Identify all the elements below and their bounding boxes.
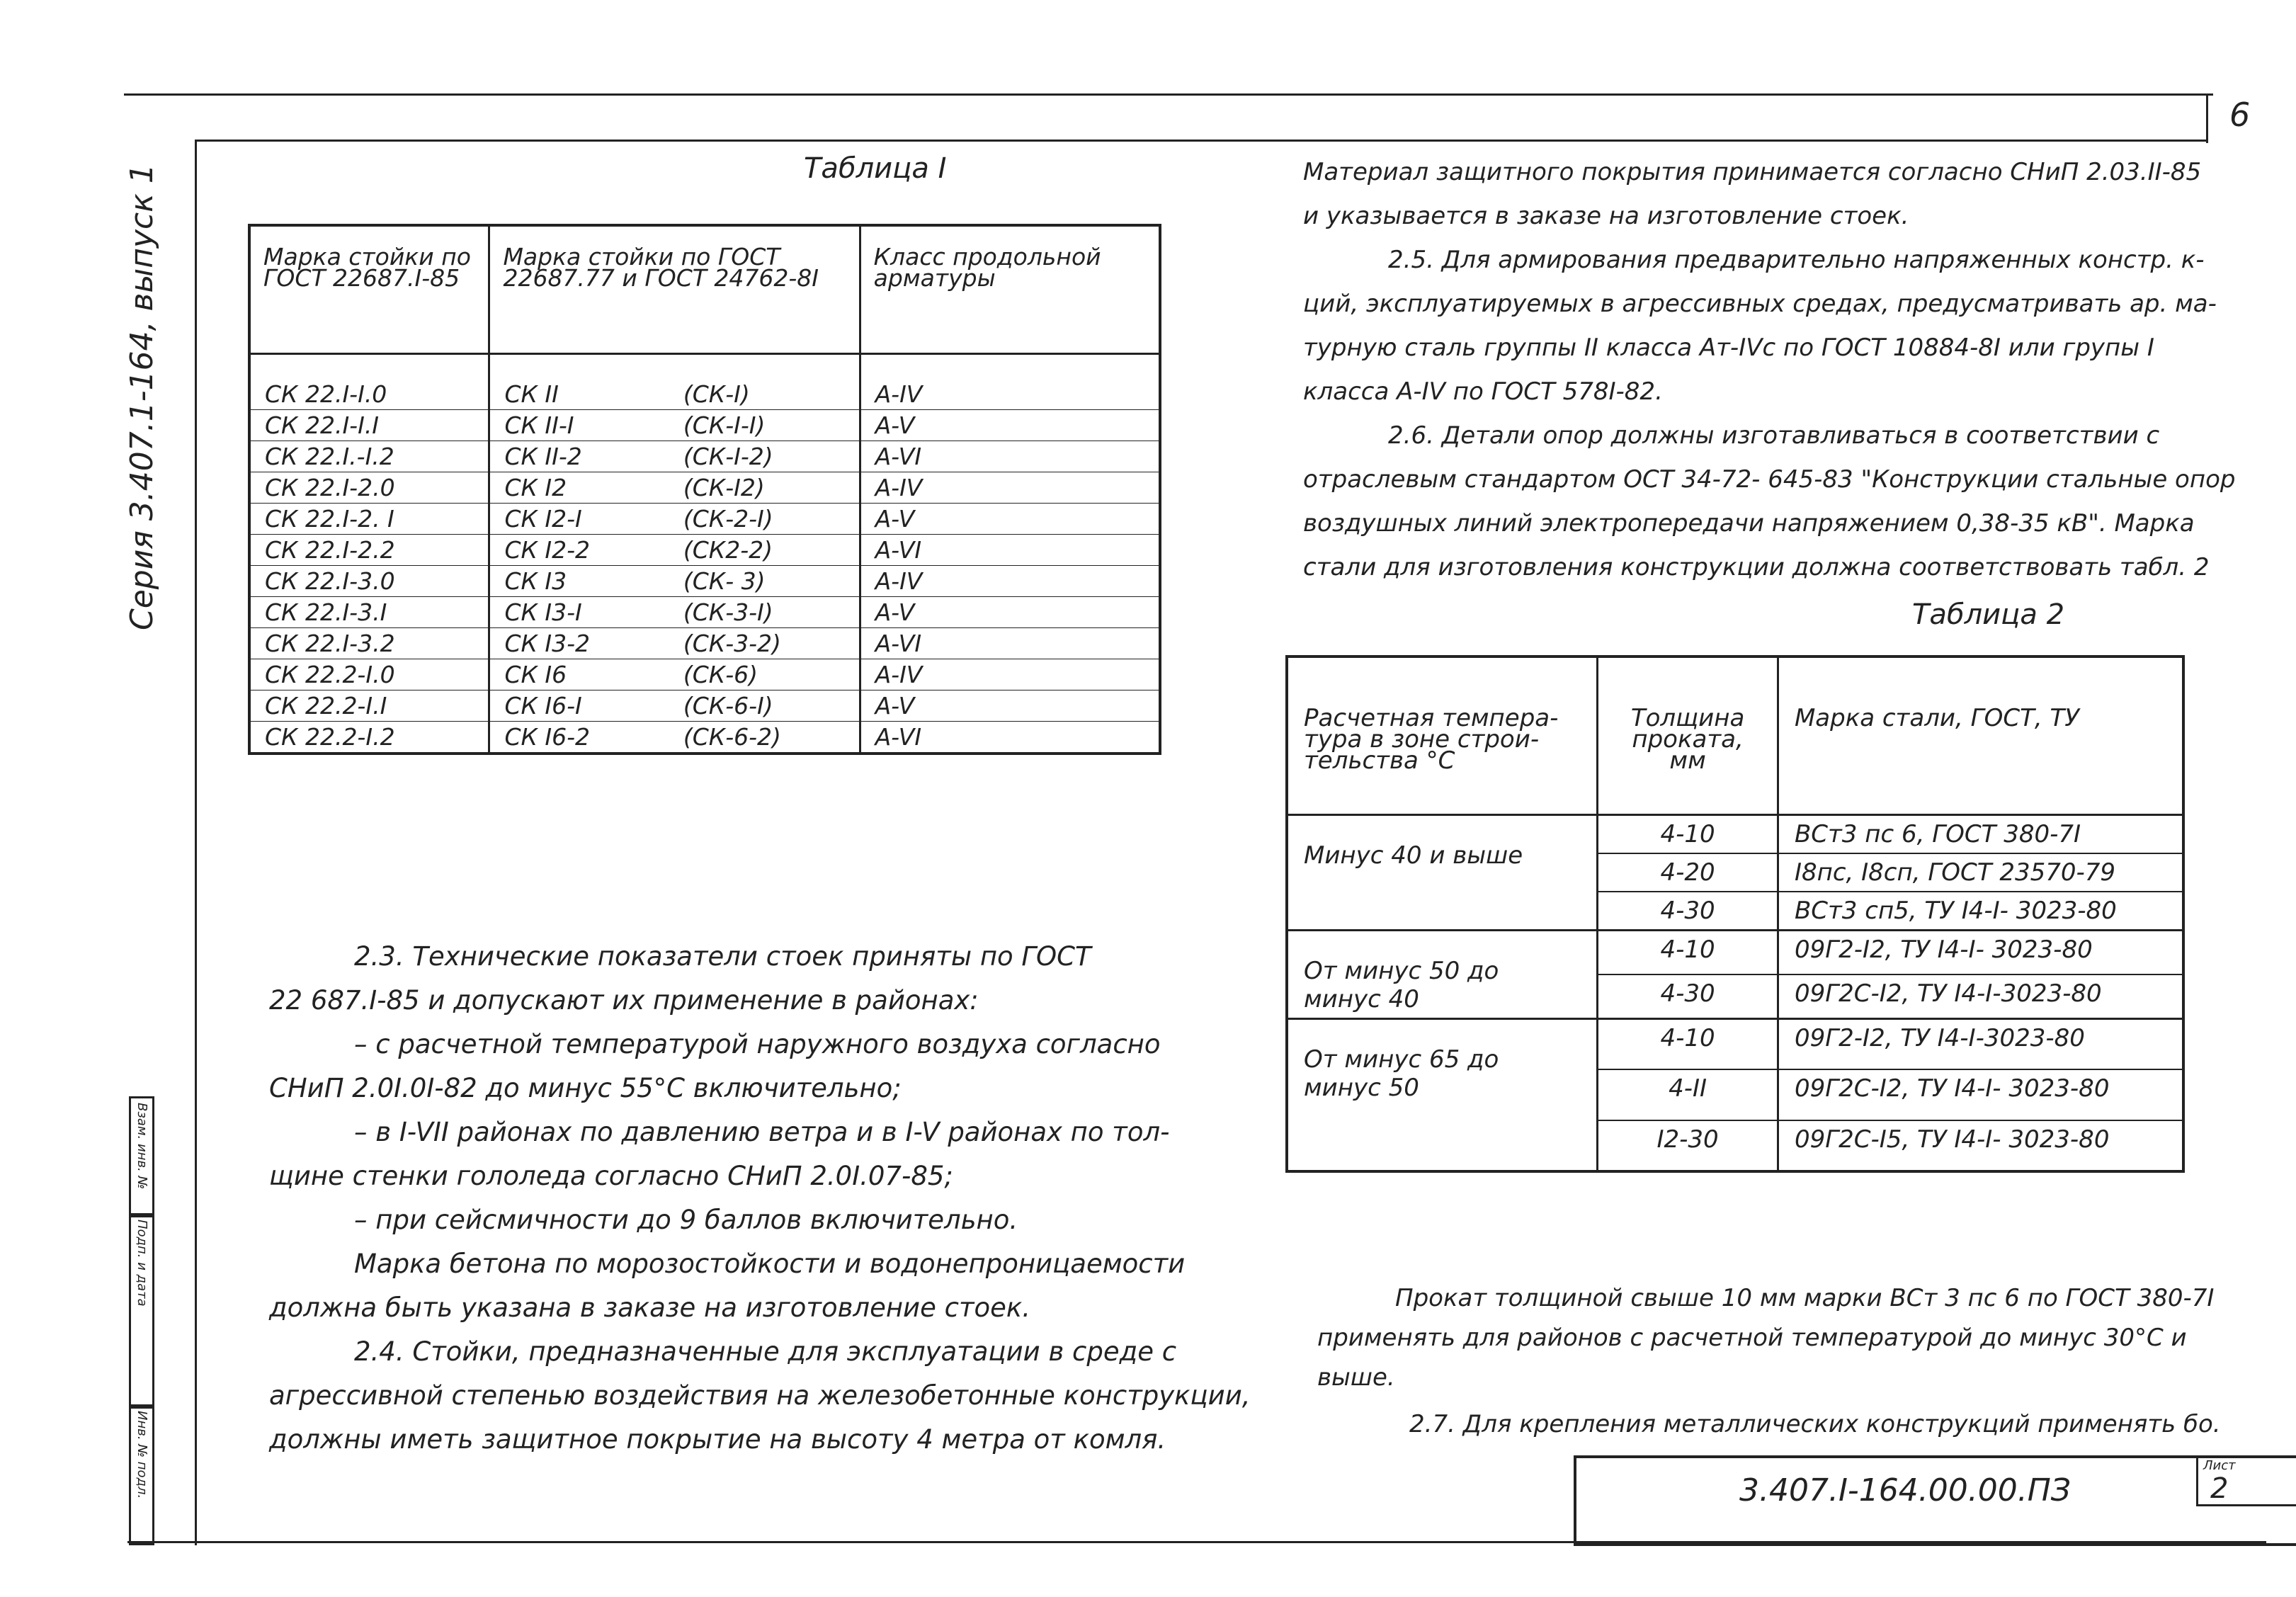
table2-cell-steel: 09Г2С-I5, ТУ I4-I- 3023-80 — [1778, 1120, 2183, 1172]
stamp-label-inv-orig: Инв. № подл. — [135, 1411, 149, 1499]
br-line: выше. — [1317, 1363, 1395, 1392]
table1-cell-alias: (СК-I-2) — [669, 441, 860, 472]
table2-cell-temp: Минус 40 и выше — [1287, 815, 1598, 931]
right-line: отраслевым стандартом ОСТ 34-72- 645-83 "Конструкции стальные опор — [1303, 465, 2236, 494]
br-line: применять для районов с расчетной температурой до минус 30°С и — [1317, 1324, 2187, 1352]
table2-row — [1287, 1019, 2183, 1070]
table1-cell-class: A-VI — [860, 722, 1160, 754]
table2-header-thickness: Толщина проката, мм — [1598, 657, 1778, 815]
table2-cell-steel: 09Г2С-I2, ТУ I4-I-3023-80 — [1778, 974, 2183, 1019]
table1-row — [249, 441, 1160, 472]
right-line: стали для изготовления конструкции должна соответствовать табл. 2 — [1303, 553, 2210, 581]
table1-cell-class: A-IV — [860, 566, 1160, 597]
table2-cell-thickness: I2-30 — [1598, 1120, 1778, 1172]
left-line: – при сейсмичности до 9 баллов включительно. — [354, 1205, 1018, 1235]
right-line: ций, эксплуатируемых в агрессивных средах, предусматривать ар. ма- — [1303, 290, 2217, 318]
table1-cell-class: A-IV — [860, 354, 1160, 410]
table1-cell-old-mark: СК I3 — [489, 566, 669, 597]
table1-cell-old-mark: СК I2-I — [489, 504, 669, 535]
document-code: 3.407.I-164.00.00.ПЗ — [1739, 1472, 2071, 1508]
table2-cell-steel: 09Г2-I2, ТУ I4-I- 3023-80 — [1778, 931, 2183, 975]
table1-cell-mark: СК 22.2-I.2 — [249, 722, 489, 754]
table2-cell-steel: 09Г2-I2, ТУ I4-I-3023-80 — [1778, 1019, 2183, 1070]
table1-cell-alias: (СК-2-I) — [669, 504, 860, 535]
table1-row — [249, 597, 1160, 628]
left-line: 2.3. Технические показатели стоек приняты по ГОСТ — [354, 941, 1091, 972]
sheet-label: Лист — [2203, 1458, 2236, 1473]
table1-cell-alias: (СК-3-2) — [669, 628, 860, 659]
table2-cell-thickness: 4-10 — [1598, 931, 1778, 975]
left-line: Марка бетона по морозостойкости и водонепроницаемости — [354, 1249, 1186, 1279]
table2-cell-steel: 09Г2С-I2, ТУ I4-I- 3023-80 — [1778, 1069, 2183, 1120]
series-label-text: Серия 3.407.1-164, выпуск 1 — [124, 164, 160, 630]
br-line: 2.7. Для крепления металлических конструкций применять бо. — [1409, 1410, 2221, 1438]
top-border — [124, 93, 2213, 96]
table2-header-temp: Расчетная темпера-тура в зоне строи-тельства °С — [1287, 657, 1598, 815]
table1-cell-mark: СК 22.I-I.0 — [249, 354, 489, 410]
table2-row — [1287, 815, 2183, 854]
stamp-box-replace-inv — [129, 1096, 154, 1217]
table1-header-mark: Марка стойки по ГОСТ 22687.I-85 — [249, 225, 489, 354]
right-line: 2.5. Для армирования предварительно напряженных констр. к- — [1388, 246, 2205, 274]
stamp-label-replace-inv: Взам. инв. № — [135, 1103, 149, 1190]
table1-row — [249, 535, 1160, 566]
table1-cell-alias: (СК- 3) — [669, 566, 860, 597]
table1-row — [249, 354, 1160, 410]
table1-cell-old-mark: СК I3-I — [489, 597, 669, 628]
table1-row — [249, 690, 1160, 722]
table2 — [1285, 655, 2185, 1173]
table1-cell-mark: СК 22.I-I.I — [249, 410, 489, 441]
table2-cell-thickness: 4-30 — [1598, 892, 1778, 931]
table1-cell-class: A-IV — [860, 659, 1160, 690]
table1-cell-old-mark: СК II-2 — [489, 441, 669, 472]
right-line: Материал защитного покрытия принимается согласно СНиП 2.03.II-85 — [1303, 158, 2202, 186]
table1-row — [249, 659, 1160, 690]
left-line: щине стенки гололеда согласно СНиП 2.0I.07-85; — [269, 1161, 953, 1191]
table1-cell-alias: (СК-I) — [669, 354, 860, 410]
bottom-right-text — [1317, 1278, 2221, 1444]
table2-cell-steel: I8пс, I8сп, ГОСТ 23570-79 — [1778, 853, 2183, 892]
table1-cell-class: A-VI — [860, 535, 1160, 566]
table1-cell-mark: СК 22.I-2. I — [249, 504, 489, 535]
table1-row — [249, 628, 1160, 659]
table1-cell-mark: СК 22.I.-I.2 — [249, 441, 489, 472]
table2-cell-thickness: 4-II — [1598, 1069, 1778, 1120]
corner-box-line — [2206, 93, 2208, 143]
table1-cell-alias: (СК-I2) — [669, 472, 860, 504]
table1-cell-alias: (СК2-2) — [669, 535, 860, 566]
frame-left-line — [195, 140, 197, 1545]
table2-row — [1287, 931, 2183, 975]
table1-cell-class: A-V — [860, 690, 1160, 722]
table1-cell-old-mark: СК I6 — [489, 659, 669, 690]
right-line: класса A-IV по ГОСТ 578I-82. — [1303, 377, 1663, 406]
table1-row — [249, 722, 1160, 754]
table1-cell-mark: СК 22.2-I.0 — [249, 659, 489, 690]
left-line: 2.4. Стойки, предназначенные для эксплуатации в среде с — [354, 1336, 1177, 1367]
left-line: должна быть указана в заказе на изготовление стоек. — [269, 1292, 1031, 1323]
table1-cell-mark: СК 22.I-3.2 — [249, 628, 489, 659]
table2-cell-steel: ВСт3 сп5, ТУ I4-I- 3023-80 — [1778, 892, 2183, 931]
right-line: воздушных линий электропередачи напряжением 0,38-35 кВ". Марка — [1303, 509, 2195, 538]
table1-cell-mark: СК 22.2-I.I — [249, 690, 489, 722]
table1-row — [249, 472, 1160, 504]
right-line: турную сталь группы II класса Ат-IVс по ГОСТ 10884-8I или групы I — [1303, 334, 2154, 362]
table1-cell-mark: СК 22.I-3.0 — [249, 566, 489, 597]
table1-header-row — [249, 225, 1160, 354]
stamp-box-sign-date — [129, 1213, 154, 1409]
sheet-number: 2 — [2210, 1472, 2229, 1505]
table2-cell-thickness: 4-10 — [1598, 1019, 1778, 1070]
left-line: – с расчетной температурой наружного воздуха согласно — [354, 1029, 1161, 1059]
table1-cell-class: A-VI — [860, 441, 1160, 472]
left-line: СНиП 2.0I.0I-82 до минус 55°С включительно; — [269, 1073, 902, 1103]
stamp-box-inv-orig — [129, 1404, 154, 1545]
table2-cell-temp: От минус 65 до минус 50 — [1287, 1019, 1598, 1172]
table1-cell-class: A-IV — [860, 472, 1160, 504]
table1-caption: Таблица I — [804, 152, 947, 185]
table1-cell-class: A-V — [860, 410, 1160, 441]
title-block — [1574, 1455, 2296, 1546]
table2-cell-temp: От минус 50 до минус 40 — [1287, 931, 1598, 1019]
table1-cell-old-mark: СК I6-2 — [489, 722, 669, 754]
right-text — [1303, 150, 2235, 589]
frame-top-line — [195, 140, 2206, 142]
table1-cell-class: A-VI — [860, 628, 1160, 659]
stamp-label-sign-date: Подп. и дата — [135, 1220, 149, 1307]
table1-row — [249, 566, 1160, 597]
table1-header-mark-old: Марка стойки по ГОСТ 22687.77 и ГОСТ 24762-8I — [489, 225, 860, 354]
table1-cell-old-mark: СК I6-I — [489, 690, 669, 722]
table1-cell-mark: СК 22.I-2.0 — [249, 472, 489, 504]
table1-cell-alias: (СК-I-I) — [669, 410, 860, 441]
table2-cell-thickness: 4-10 — [1598, 815, 1778, 854]
table1 — [248, 224, 1161, 755]
table2-cell-steel: ВСт3 пс 6, ГОСТ 380-7I — [1778, 815, 2183, 854]
left-text — [269, 935, 1251, 1462]
table1-cell-old-mark: СК II — [489, 354, 669, 410]
table1-cell-class: A-V — [860, 597, 1160, 628]
table1-cell-alias: (СК-3-I) — [669, 597, 860, 628]
table1-cell-mark: СК 22.I-3.I — [249, 597, 489, 628]
right-line: 2.6. Детали опор должны изготавливаться в соответствии с — [1388, 421, 2160, 450]
table2-cell-thickness: 4-30 — [1598, 974, 1778, 1019]
table1-cell-old-mark: СК I2-2 — [489, 535, 669, 566]
corner-mark: 6 — [2229, 96, 2251, 134]
right-line: и указывается в заказе на изготовление стоек. — [1303, 202, 1909, 230]
table1-header-class: Класс продольной арматуры — [860, 225, 1160, 354]
table1-cell-old-mark: СК I3-2 — [489, 628, 669, 659]
left-line: агрессивной степенью воздействия на железобетонные конструкции, — [269, 1380, 1251, 1411]
table1-cell-alias: (СК-6) — [669, 659, 860, 690]
table1-cell-alias: (СК-6-2) — [669, 722, 860, 754]
table2-caption: Таблица 2 — [1912, 598, 2065, 631]
table1-cell-old-mark: СК I2 — [489, 472, 669, 504]
left-line: 22 687.I-85 и допускают их применение в районах: — [269, 985, 979, 1016]
left-line: должны иметь защитное покрытие на высоту 4 метра от комля. — [269, 1424, 1166, 1455]
table1-cell-old-mark: СК II-I — [489, 410, 669, 441]
table2-header-row — [1287, 657, 2183, 815]
table1-cell-class: A-V — [860, 504, 1160, 535]
table2-cell-thickness: 4-20 — [1598, 853, 1778, 892]
series-label — [124, 164, 209, 715]
left-line: – в I-VII районах по давлению ветра и в I-V районах по тол- — [354, 1117, 1170, 1147]
table1-cell-mark: СК 22.I-2.2 — [249, 535, 489, 566]
table1-row — [249, 504, 1160, 535]
table1-row — [249, 410, 1160, 441]
br-line: Прокат толщиной свыше 10 мм марки ВСт 3 пс 6 по ГОСТ 380-7I — [1395, 1284, 2215, 1312]
table2-header-steel: Марка стали, ГОСТ, ТУ — [1778, 657, 2183, 815]
table1-cell-alias: (СК-6-I) — [669, 690, 860, 722]
